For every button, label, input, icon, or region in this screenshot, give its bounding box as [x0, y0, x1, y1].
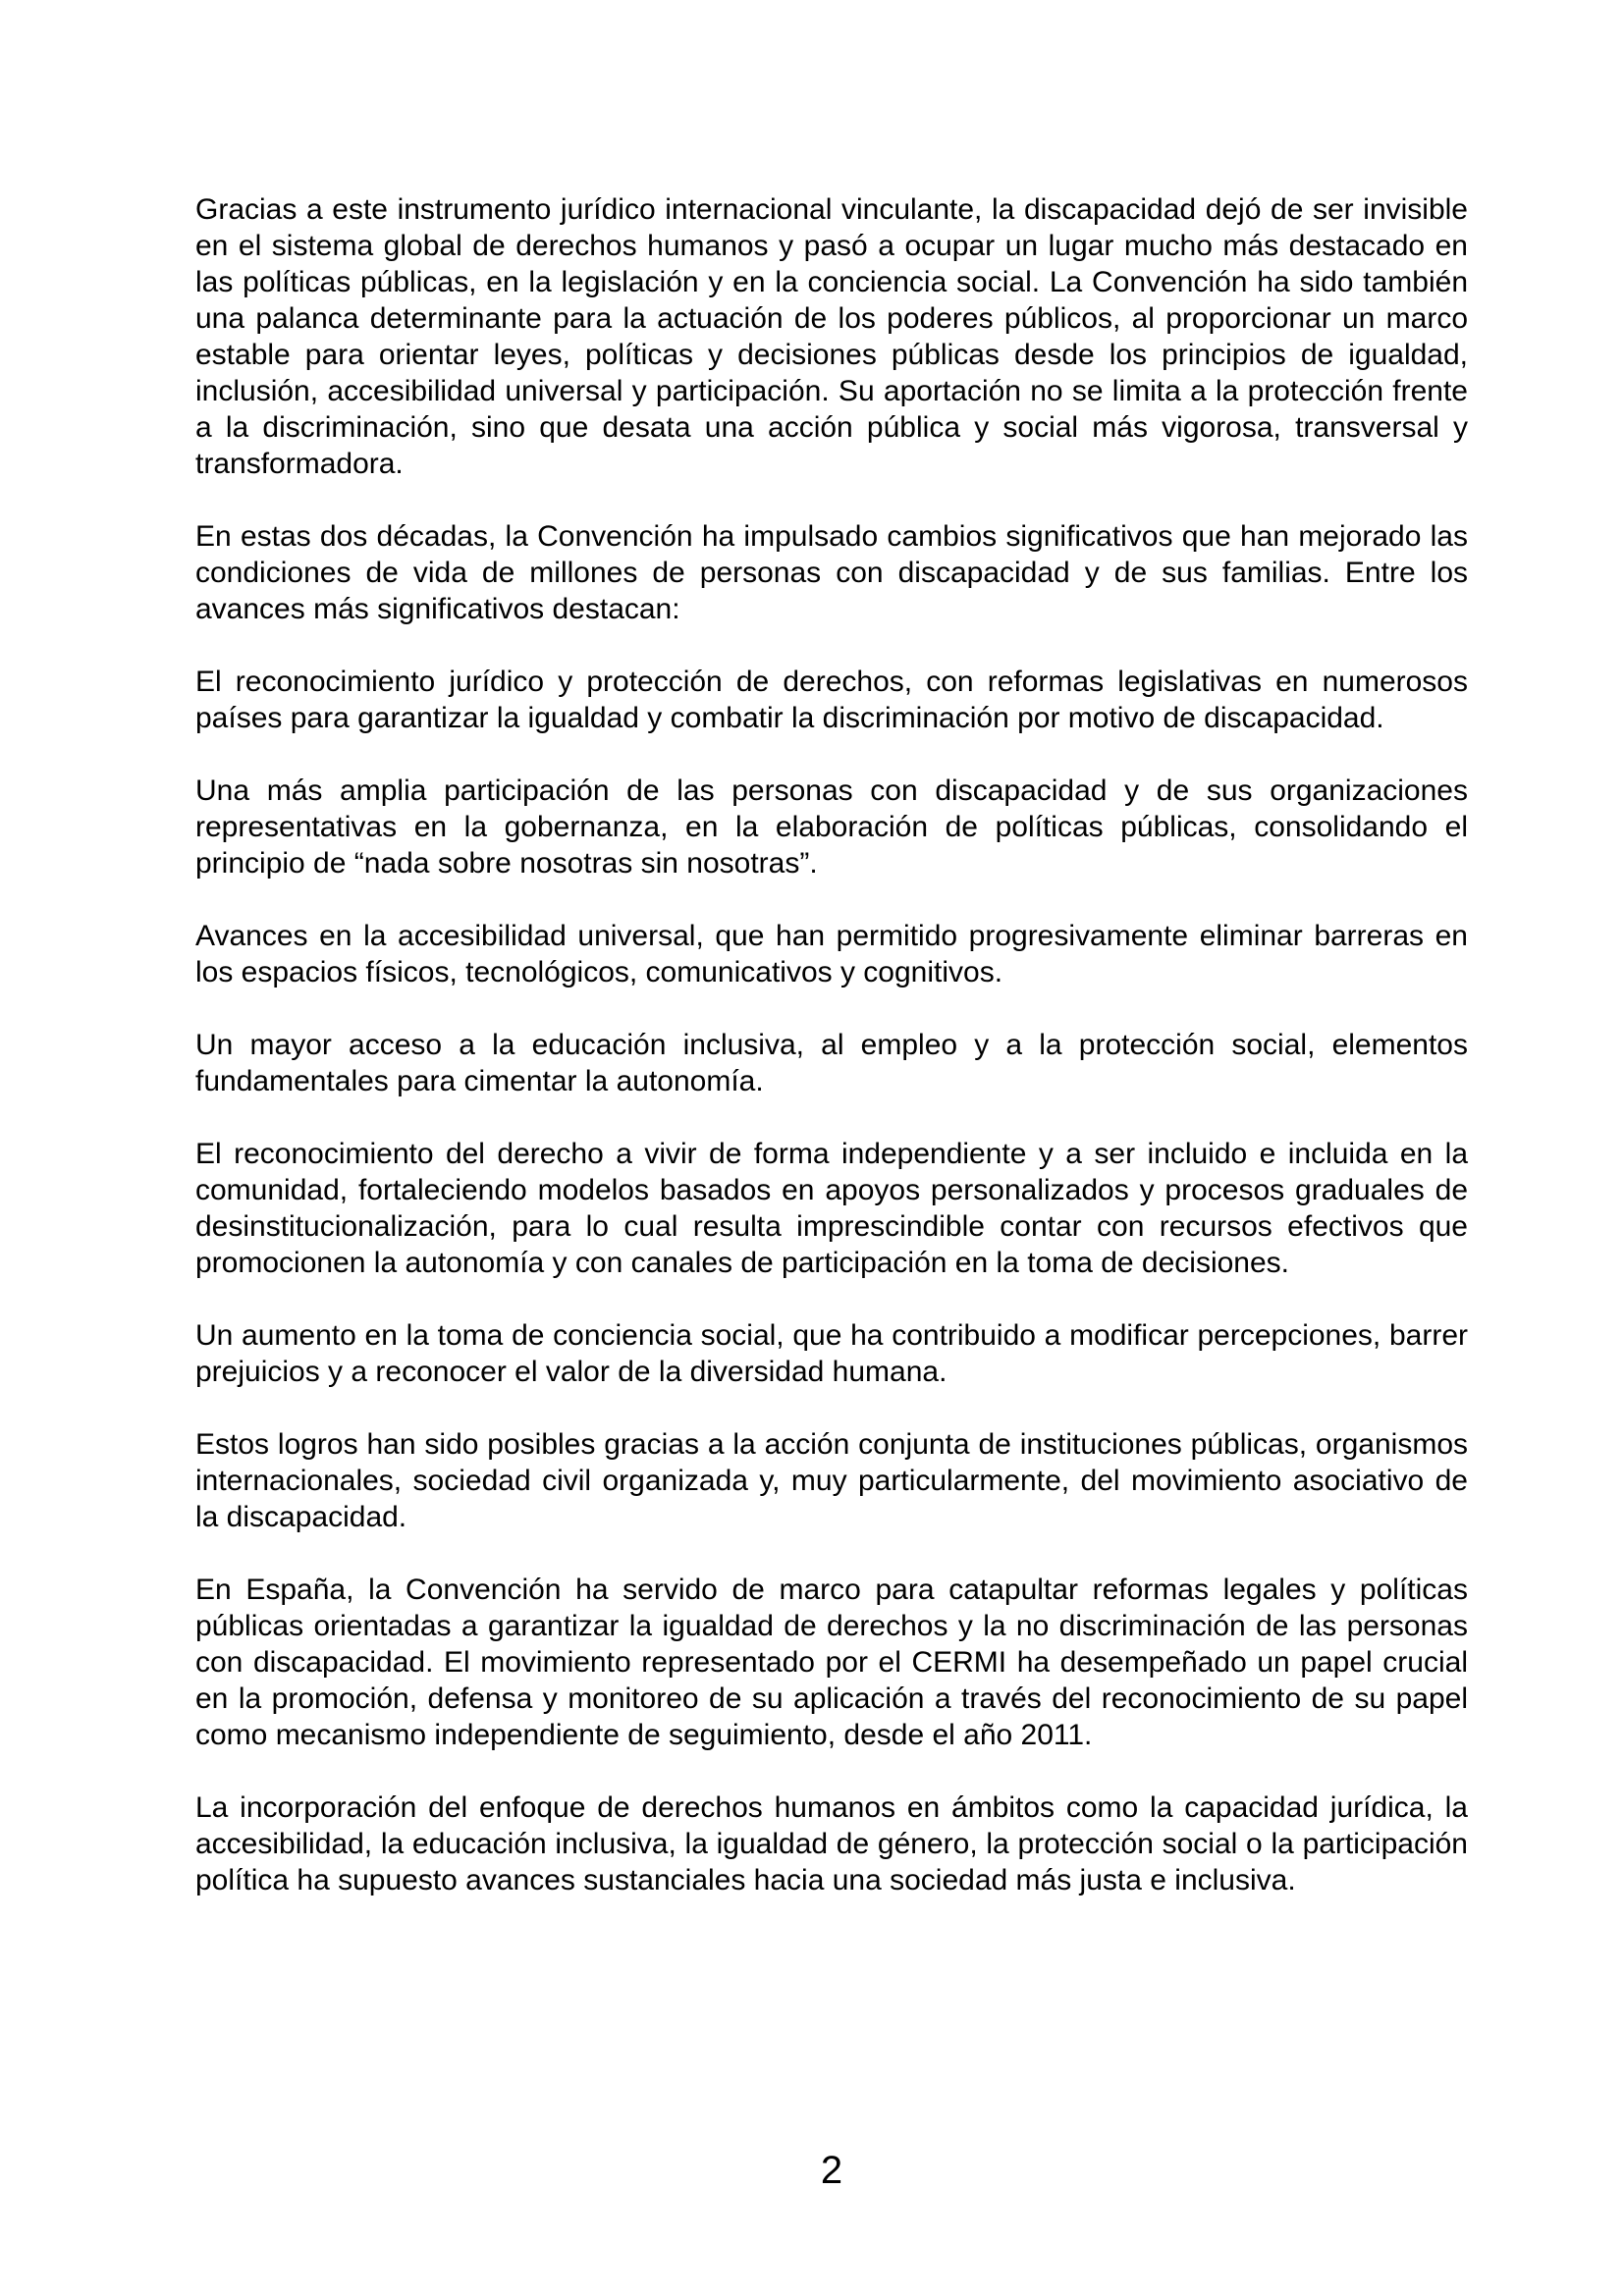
paragraph: Estos logros han sido posibles gracias a la acción conjunta de instituciones públicas, organismos internacionales, sociedad civil organizada y, muy particularmente, del movimiento asociativo de la discapacidad.: [195, 1428, 1468, 1533]
paragraph: Una más amplia participación de las personas con discapacidad y de sus organizaciones representativas en la gobernanza, en la elaboración de políticas públicas, consolidando el principio de “nada sobre nosotras sin nosotras”.: [195, 774, 1468, 880]
paragraph: Gracias a este instrumento jurídico internacional vinculante, la discapacidad dejó de ser invisible en el sistema global de derechos humanos y pasó a ocupar un lugar mucho más destacado en las políticas públicas, en la legislación y en la conciencia social. La Convención ha sido también una palanca determinante para la actuación de los poderes públicos, al proporcionar un marco estable para orientar leyes, políticas y decisiones públicas desde los principios de igualdad, inclusión, accesibilidad universal y participación. Su aportación no se limita a la protección frente a la discriminación, sino que desata una acción pública y social más vigorosa, transversal y transformadora.: [195, 193, 1468, 480]
paragraph: En España, la Convención ha servido de marco para catapultar reformas legales y políticas públicas orientadas a garantizar la igualdad de derechos y la no discriminación de las personas con discapacidad. El movimiento representado por el CERMI ha desempeñado un papel crucial en la promoción, defensa y monitoreo de su aplicación a través del reconocimiento de su papel como mecanismo independiente de seguimiento, desde el año 2011.: [195, 1574, 1468, 1751]
document-body-text: [195, 191, 1468, 1935]
paragraph: El reconocimiento del derecho a vivir de forma independiente y a ser incluido e incluida en la comunidad, fortaleciendo modelos basados en apoyos personalizados y procesos graduales de desinstitucionalización, para lo cual resulta imprescindible contar con recursos efectivos que promocionen la autonomía y con canales de participación en la toma de decisiones.: [195, 1138, 1468, 1279]
paragraph: La incorporación del enfoque de derechos humanos en ámbitos como la capacidad jurídica, la accesibilidad, la educación inclusiva, la igualdad de género, la protección social o la participación política ha supuesto avances sustanciales hacia una sociedad más justa e inclusiva.: [195, 1791, 1468, 1896]
page-footer: [195, 2148, 1468, 2193]
paragraph: Un aumento en la toma de conciencia social, que ha contribuido a modificar percepciones, barrer prejuicios y a reconocer el valor de la diversidad humana.: [195, 1319, 1468, 1388]
paragraph: En estas dos décadas, la Convención ha impulsado cambios significativos que han mejorado las condiciones de vida de millones de personas con discapacidad y de sus familias. Entre los avances más significativos destacan:: [195, 520, 1468, 625]
paragraph: Avances en la accesibilidad universal, que han permitido progresivamente eliminar barreras en los espacios físicos, tecnológicos, comunicativos y cognitivos.: [195, 920, 1468, 988]
paragraph: El reconocimiento jurídico y protección de derechos, con reformas legislativas en numerosos países para garantizar la igualdad y combatir la discriminación por motivo de discapacidad.: [195, 666, 1468, 734]
paragraph: Un mayor acceso a la educación inclusiva, al empleo y a la protección social, elementos fundamentales para cimentar la autonomía.: [195, 1029, 1468, 1097]
page-number: 2: [820, 2149, 843, 2192]
